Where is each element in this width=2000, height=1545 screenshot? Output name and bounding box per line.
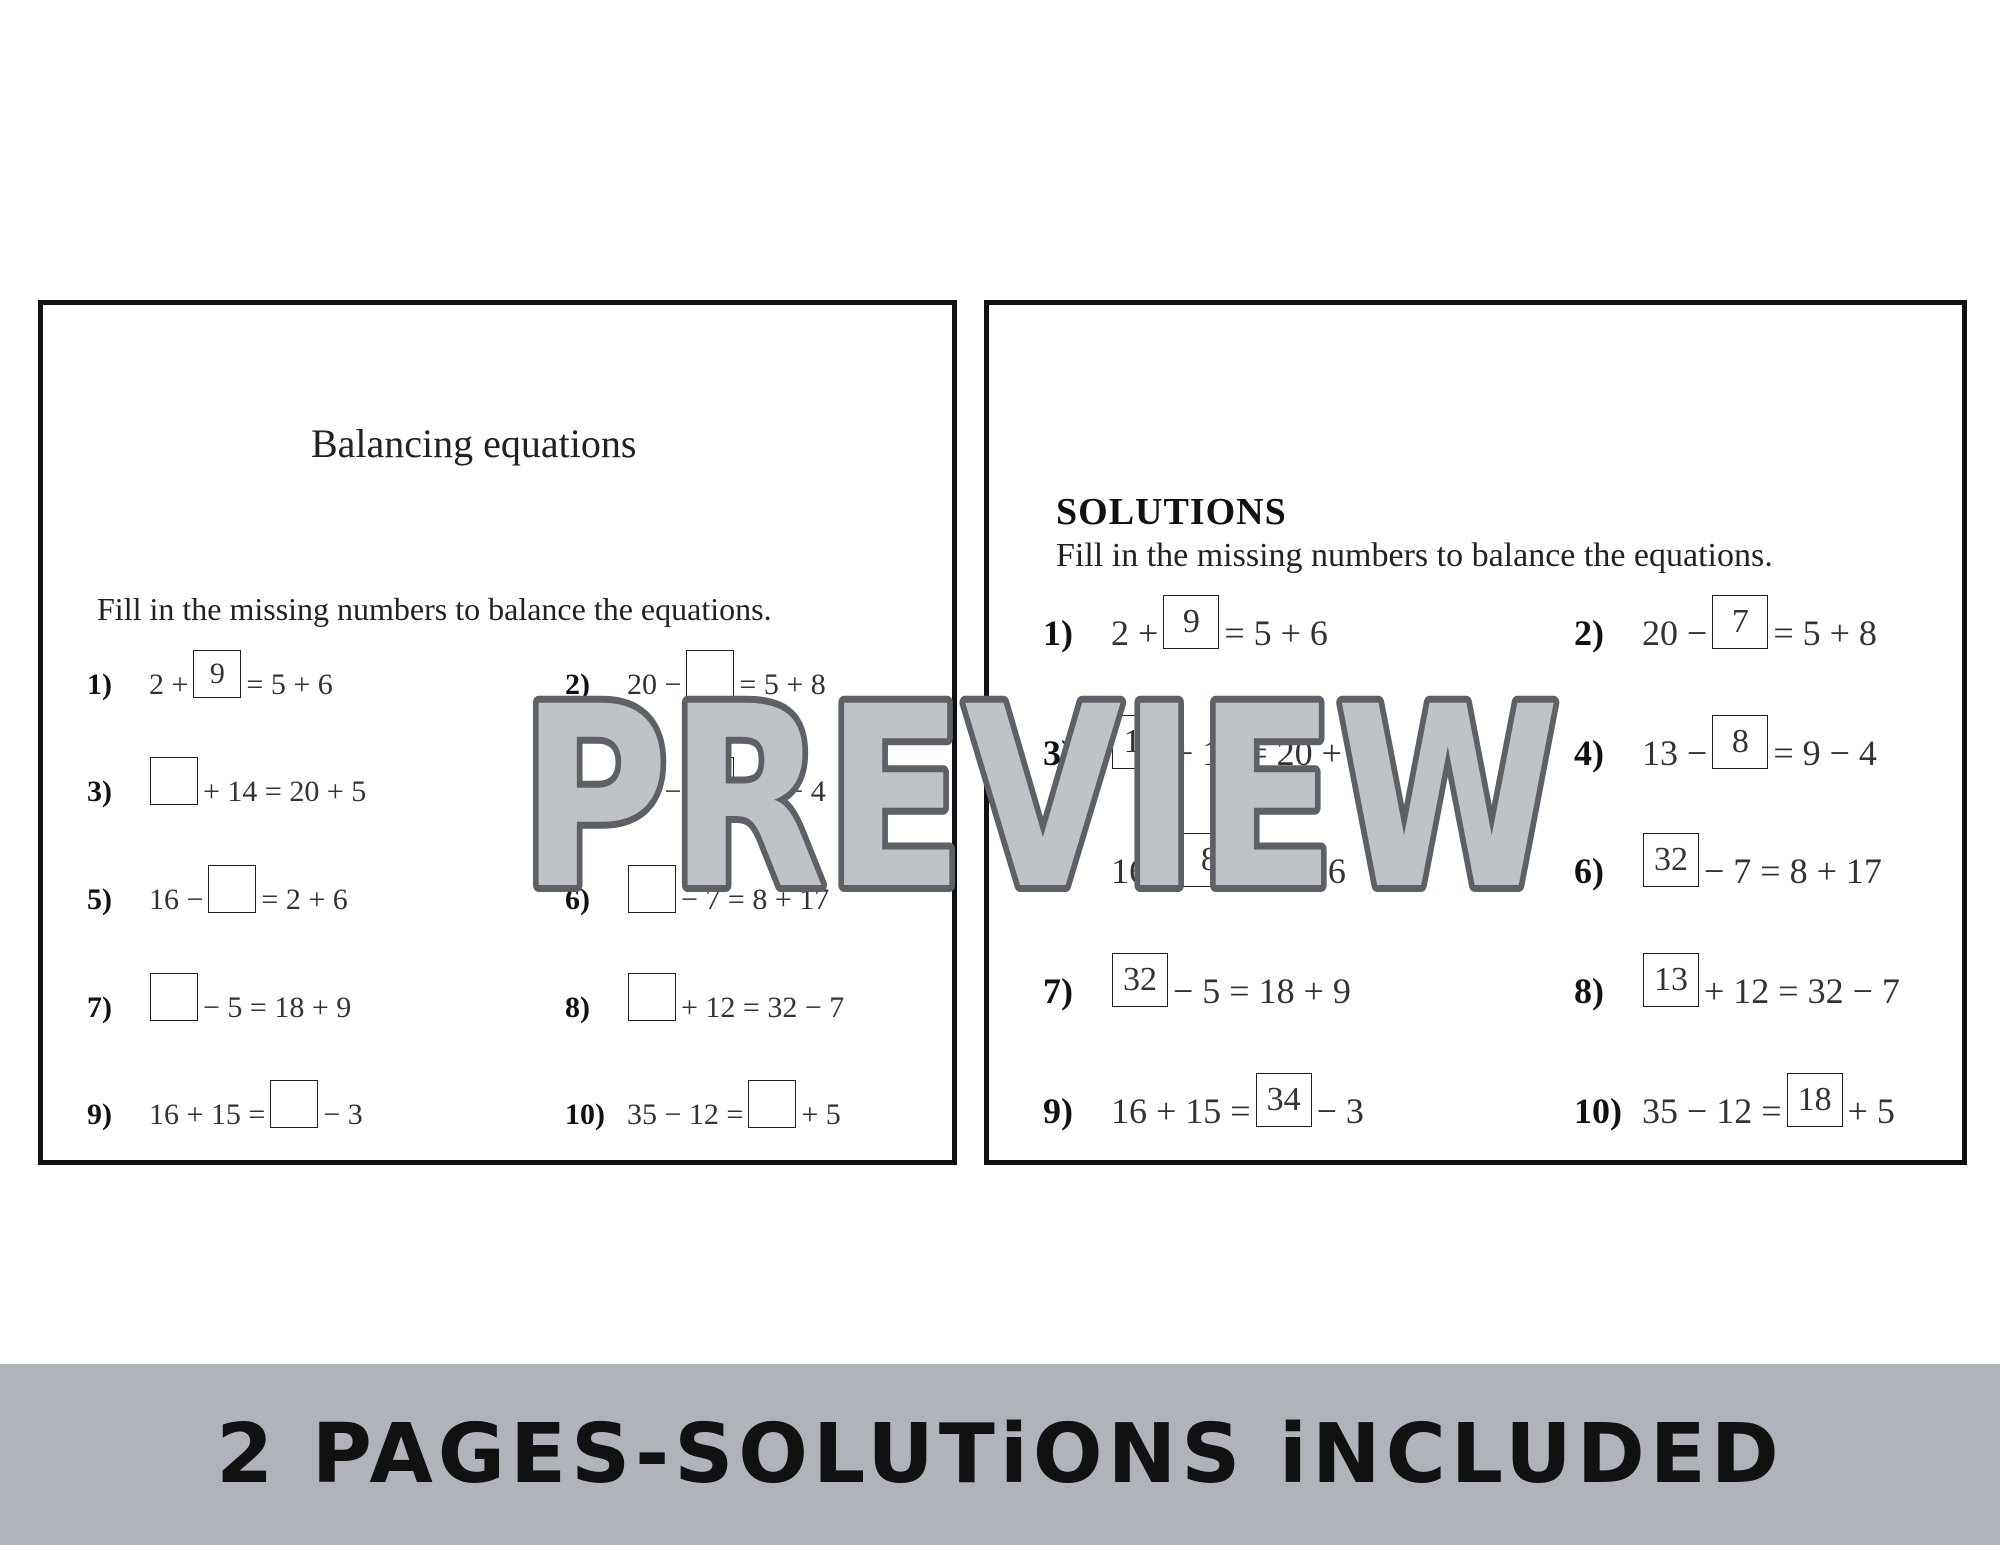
problem-number: 10) <box>565 1098 605 1131</box>
problem-number: 9) <box>1043 1091 1073 1131</box>
problem-right-text: + 12 = 32 − 7 <box>681 991 845 1024</box>
problem-10 <box>565 1080 843 1130</box>
problem-left-text: 13 − <box>627 775 682 808</box>
problem-number: 8) <box>565 991 590 1024</box>
solution-6 <box>1574 833 1884 889</box>
answer-box[interactable] <box>686 757 734 805</box>
problem-right-text: + 14 = 20 + 5 <box>203 775 367 808</box>
solution-box: 7 <box>1712 595 1768 649</box>
problem-number: 4) <box>1574 733 1604 773</box>
problem-left-text: 35 − 12 = <box>1642 1091 1782 1131</box>
answer-box[interactable] <box>150 973 198 1021</box>
problem-6 <box>565 865 831 915</box>
problem-8 <box>565 973 846 1023</box>
solution-box: 8 <box>1181 833 1237 887</box>
problem-left-text: 20 − <box>1642 613 1708 653</box>
problem-right-text: − 3 <box>323 1098 363 1131</box>
solution-box: 9 <box>1163 595 1219 649</box>
solution-9 <box>1043 1073 1366 1129</box>
answer-box[interactable] <box>208 865 256 913</box>
problem-right-text: − 5 = 18 + 9 <box>203 991 352 1024</box>
answer-box[interactable] <box>628 865 676 913</box>
problem-number: 1) <box>1043 613 1073 653</box>
problem-right-text: + 5 <box>801 1098 841 1131</box>
worksheet-instruction: Fill in the missing numbers to balance the equations. <box>97 591 772 627</box>
solution-box: 18 <box>1787 1073 1843 1127</box>
preview-watermark-text: PREVIEW <box>520 653 1560 940</box>
solution-box: 32 <box>1112 953 1168 1007</box>
solution-box: 32 <box>1643 833 1699 887</box>
problem-number: 8) <box>1574 971 1604 1011</box>
answer-box[interactable] <box>150 757 198 805</box>
solutions-heading: SOLUTIONS <box>1056 491 1287 533</box>
problem-left-text: 2 + <box>149 668 189 701</box>
solutions-page <box>984 300 1967 1165</box>
problem-right-text: − 7 = 8 + 17 <box>1704 851 1882 891</box>
problem-9 <box>87 1080 365 1130</box>
problem-number: 3) <box>87 775 112 808</box>
problem-number: 3) <box>1043 733 1073 773</box>
problem-right-text: = 9 − 4 <box>1773 733 1877 773</box>
problem-number: 5) <box>87 883 112 916</box>
problem-right-text: = 5 + 8 <box>1773 613 1877 653</box>
problem-right-text: − 7 = 8 + 17 <box>681 883 830 916</box>
problem-2 <box>565 650 828 700</box>
problem-right-text: = 2 + 6 <box>1242 851 1346 891</box>
problem-number: 6) <box>565 883 590 916</box>
solution-box: 34 <box>1256 1073 1312 1127</box>
problem-number: 2) <box>565 668 590 701</box>
problem-number: 10) <box>1574 1091 1622 1131</box>
problem-left-text: 2 + <box>1111 613 1159 653</box>
answer-box[interactable] <box>270 1080 318 1128</box>
problem-right-text: = 5 + 6 <box>246 668 333 701</box>
problem-right-text: + 12 = 32 − 7 <box>1704 971 1900 1011</box>
solution-box: 8 <box>1712 715 1768 769</box>
solution-8 <box>1574 953 1902 1009</box>
solution-7 <box>1043 953 1353 1009</box>
problem-left-text: 16 − <box>1111 851 1177 891</box>
problem-left-text: 13 − <box>1642 733 1708 773</box>
worksheet-title: Balancing equations <box>311 421 637 466</box>
footer-banner <box>0 1364 2000 1545</box>
problem-number: 2) <box>1574 613 1604 653</box>
problem-right-text: − 5 = 18 + 9 <box>1173 971 1351 1011</box>
problem-left-text: 20 − <box>627 668 682 701</box>
problem-number: 1) <box>87 668 112 701</box>
solution-box: 13 <box>1643 953 1699 1007</box>
problem-right-text: = 5 + 8 <box>739 668 826 701</box>
answer-box[interactable] <box>686 650 734 698</box>
worksheet-page <box>38 300 957 1165</box>
solution-box: 11 <box>1112 715 1168 769</box>
problem-right-text: = 9 − 4 <box>739 775 826 808</box>
answer-box[interactable]: 9 <box>193 650 241 698</box>
answer-box[interactable] <box>748 1080 796 1128</box>
problem-right-text: = 5 + 6 <box>1224 613 1328 653</box>
footer-text: 2 PAGES-SOLUTiONS iNCLUDED <box>216 1407 1784 1502</box>
solution-2 <box>1574 595 1879 651</box>
problem-number: 7) <box>87 991 112 1024</box>
solutions-instruction: Fill in the missing numbers to balance the equations. <box>1056 537 1773 574</box>
problem-5 <box>87 865 350 915</box>
problem-number: 4) <box>565 775 590 808</box>
problem-3 <box>87 757 368 807</box>
solution-1 <box>1043 595 1330 651</box>
problem-left-text: 16 + 15 = <box>1111 1091 1251 1131</box>
solution-10 <box>1574 1073 1897 1129</box>
problem-left-text: 16 − <box>149 883 204 916</box>
problem-right-text: = 2 + 6 <box>261 883 348 916</box>
problem-right-text: + 5 <box>1847 1091 1895 1131</box>
problem-number: 5) <box>1043 851 1073 891</box>
problem-7 <box>87 973 353 1023</box>
problem-left-text: 35 − 12 = <box>627 1098 744 1131</box>
problem-number: 6) <box>1574 851 1604 891</box>
problem-4 <box>565 757 828 807</box>
solution-3 <box>1043 715 1371 771</box>
problem-1 <box>87 650 335 700</box>
answer-box[interactable] <box>628 973 676 1021</box>
solution-5 <box>1043 833 1348 889</box>
problem-right-text: + 14 = 20 + 5 <box>1173 733 1369 773</box>
solution-4 <box>1574 715 1879 771</box>
problem-right-text: − 3 <box>1316 1091 1364 1131</box>
problem-number: 9) <box>87 1098 112 1131</box>
problem-number: 7) <box>1043 971 1073 1011</box>
problem-left-text: 16 + 15 = <box>149 1098 266 1131</box>
